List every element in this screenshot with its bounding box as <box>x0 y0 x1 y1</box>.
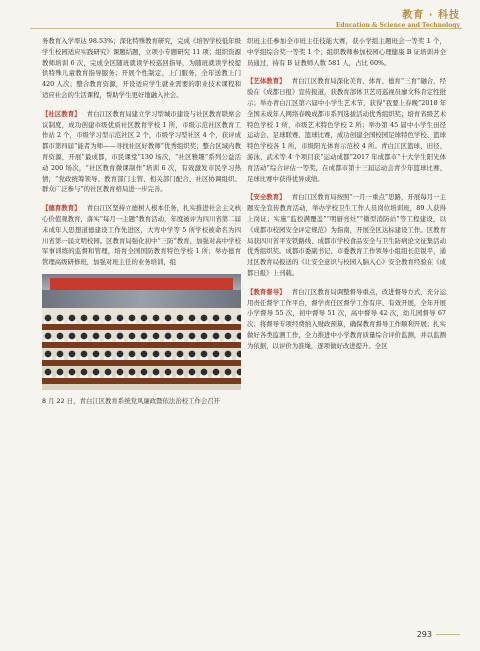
photo-desk <box>42 360 241 366</box>
photo-audience-row <box>42 350 241 360</box>
photo-audience-row <box>42 332 241 342</box>
photo-desk <box>42 342 241 348</box>
education-inspection-paragraph <box>247 287 446 352</box>
community-education-tag: 【社区教育】 <box>42 109 81 118</box>
photo-caption: 8 月 22 日，青白江区教育系统党风廉政暨依法治校工作会召开 <box>42 396 221 405</box>
meeting-photo <box>42 274 241 390</box>
art-sports-text: 青白江区教育局深化美育、体育、德育“三育”融合，经验在《成都日报》宣传报道，获教育部体卫艺司巡视员廖文科肯定性批示；举办青白江区第六届中小学生艺术节，获得“我要上春晚”2018 年全国未成年人网络春晚成都市系列选拔活动优秀组织奖；培育省级艺术特色学校 1 所，市级艺术特色学校 2 所；举办第 45 届中小学生田径运动会、足球联赛、篮球比赛，成功创建全国校园足球特色学校、篮球特色学校各 1 所，市级阳光体育示范校 4 所。青白江区篮球、田径、游泳、武术等 4 个项目获“运动成都”2017 年成都市“十大学生阳光体育活动”综合评估一等奖，在成都市第十三届运动会青少年篮球比赛、足球比赛中获得优异成绩。 <box>247 77 446 183</box>
header-title: 教育 · 科技 <box>402 10 460 21</box>
header-divider <box>30 28 462 29</box>
photo-stage <box>42 290 241 308</box>
education-inspection-tag: 【教育督导】 <box>247 287 286 296</box>
photo-banner <box>50 278 233 290</box>
art-sports-tag: 【艺体教育】 <box>247 77 286 86</box>
moral-education-text: 青白江区坚持立德树人根本任务，扎实推进社会主义核心价值观教育，落实“每月一主题”教育活动，年度被评为四川省第二届未成年人思想道德建设工作先进区，大弯中学等 5 所学校被命名为四川省第一届文明校园。区教育局强化初中“三防”教育，加强对高中学校军事训练的监督和管理，培育全国国防教育特色学校 1 所；举办德育管理高级研修班，加强对班主任的业务培训，组 <box>42 204 241 267</box>
page-number: 293 <box>416 630 432 639</box>
photo-desk <box>42 378 241 384</box>
footer-divider <box>436 634 460 635</box>
photo-audience-row <box>42 314 241 324</box>
moral-education-paragraph <box>42 203 241 268</box>
art-sports-paragraph <box>247 76 446 184</box>
safety-education-paragraph <box>247 192 446 278</box>
education-inspection-text: 青白江区教育局调整督导重点，改进督导方式，充分运用责任督学工作平台，督学责任区督学工作有序、有效开展，全年开展小学督导 55 次，初中督导 51 次，高中督导 42 次，幼儿园督导 67 次；将督导专项经费纳入财政预算，确保教育督导工作顺利开展；扎实做好各类监测工作，全力推进中小学教育质量综合评价监测，并以监测为依据，以评价为准绳，逐项做好改进提升。全区 <box>247 287 446 350</box>
right-intro-paragraph: 织班主任参加全市班主任技能大赛，获小学组主题班会一等奖 1 个，中学组综合奖一等奖 1 个；组织教师参加校园心理健康 B 证培训并全员通过，持有 B 证教师人数 581 人，占比 60%。 <box>247 37 446 67</box>
photo-audience-row <box>42 368 241 378</box>
page-header <box>336 6 460 29</box>
photo-desk <box>42 324 241 330</box>
right-column <box>247 36 446 352</box>
community-education-paragraph <box>42 109 241 195</box>
community-education-text: 青白江区教育局建立学习型城市建设与社区教育联席会议制度，成功创建市级优质社区教育学校 1 所，市级示范社区教育工作站 2 个，市级学习型示范社区 2 个，市级学习型社区 4 个，获评成都市第四届“能者为师——寻找社区好教师”优秀组织奖；整合区域内教育资源，开展“最成都，市民课堂”130 场次，“社区雅趣”系列公益活动 200 场次，“社区教育微课制作”培训 6 次，有效激发市民学习热情，“党政统筹领导、教育部门主管、相关部门配合、社区协调组织、群众广泛参与”的社区教育格局进一步完善。 <box>42 109 241 194</box>
left-intro-paragraph: 务教育入学率达 98.53%；深化特殊教育研究，完成《培智学校低年级学生校园适应实践研究》课题结题，立项小专题研究 11 项；组织资源教师培训 6 次，完成全区随班就读学校巡回指导，为随班就读学校提供特殊儿童教育指导服务；开展个性制定、上门服务，全年送教上门 420 人次；整合教育资源，开设适应学生就业需要的职业技术课程和适应社会的生活课程，帮助学生更好地融入社会。 <box>42 37 241 99</box>
header-subtitle: Education & Science and Technology <box>335 22 460 29</box>
moral-education-tag: 【德育教育】 <box>42 204 81 213</box>
left-column <box>42 36 241 407</box>
safety-education-tag: 【安全教育】 <box>247 193 286 202</box>
safety-education-text: 青白江区教育局按照“一月一重点”思路，开展每月一主题安全宣传教育活动，举办学校卫生工作人员岗位培训班，89 人获得上岗证；实施“监控满覆盖”“明厨亮灶”“微型消防站”等工程建设，以《成都市校园安全评定规范》为指南，开展全区达标建设工作。区教育局获四川省平安铁路线、成都市学校食品安全与卫生防病论文征集活动优秀组织奖。成都市委副书记、市委教育工作领导小组组长范锐平，通过区教育局报送的《让安全意识与校园入脑入心》安全教育经验在《成都日报》上刊载。 <box>247 193 446 277</box>
